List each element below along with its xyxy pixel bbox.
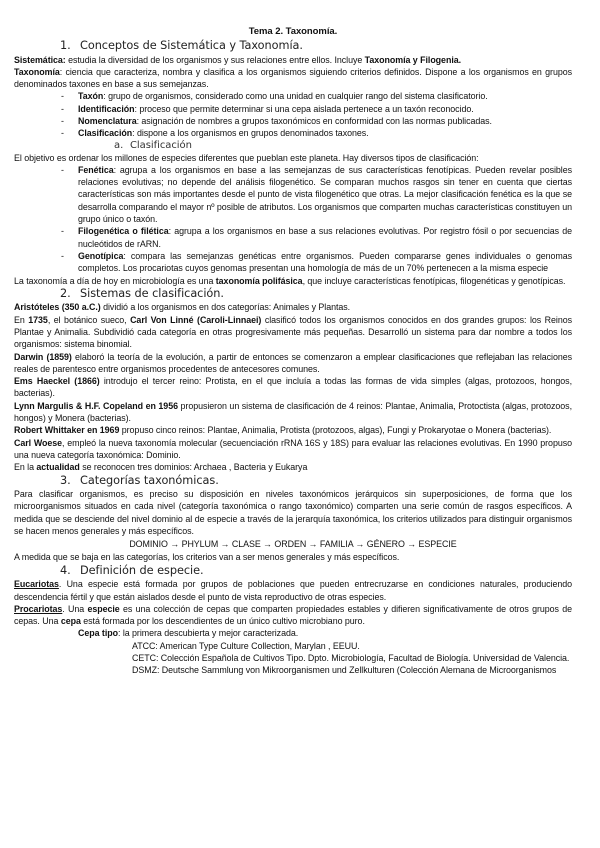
paragraph-text: propuso cinco reinos: Plantae, Animalia, Protista (protozoos, algas), Fungi y Prokaryotae o Monera (bacterias). — [119, 425, 552, 436]
term: Carl Woese — [14, 437, 63, 448]
term: taxonomía polifásica — [215, 275, 303, 286]
taxonomia-definition — [14, 66, 572, 91]
term: Identificación — [78, 103, 135, 114]
paragraph-text: clasificó todos los organismos conocidos en dos grandes grupos: los Reinos Plantae y Animalia. Subdividió cada categoría en otras progresivamente más pequeñas. Desarrolló un sistema para dar nombre a todos los organismos: sistema binomial. — [14, 314, 573, 350]
whittaker-paragraph — [14, 424, 572, 436]
darwin-paragraph — [14, 351, 572, 376]
term: Darwin (1859) — [14, 351, 72, 362]
linne-paragraph — [14, 314, 572, 351]
polifasica-paragraph — [14, 275, 572, 287]
section-number: 2. — [60, 286, 71, 300]
dominios-paragraph — [14, 461, 572, 473]
haeckel-paragraph — [14, 375, 572, 400]
term: Taxonomía y Filogenia. — [364, 54, 462, 65]
categorias-note: A medida que se baja en las categorías, los criterios van a ser menos generales y más específicos. — [14, 552, 400, 563]
item-text: : agrupa a los organismos en base a las semejanzas de sus características fenotípicas. Pueden revelar posibles relaciones evolutivas; no depende del análisis filogenético. Se comparan muchos rasgos sin tener en cuenta que ciertas características son más importantes desde el punto de vista filogenético que otras. La mejor clasificación fenética es la que se desarrolla comparando el mayor nº posible de atributos. Los organismos que comparten muchas características constituyen un grupo único o taxón. — [78, 164, 572, 225]
list-item: - Fenética: agrupa a los organismos en base a las semejanzas de sus características fenotípicas. Pueden revelar posibles relaciones evolutivas; no depende del análisis filogenético. Se comparan muchos rasgos sin tener en cuenta que ciertas características son más importantes desde el punto de vista filogenético que otras. La mejor clasificación fenética es la que se desarrolla comparando el mayor nº posible de atributos. Los organismos que comparten muchas características constituyen un grupo único o taxón. — [61, 164, 572, 225]
aristoteles-paragraph — [14, 301, 572, 313]
term: Filogenética o filética — [78, 226, 169, 237]
section-number: 4. — [60, 563, 71, 577]
paragraph-text: dividió a los organismos en dos categorías: Animales y Plantas. — [100, 302, 351, 313]
paragraph-text: elaboró la teoría de la evolución, a partir de entonces se comenzaron a emplear clasificaciones que reflejaban las relaciones reales de parentesco entre organismos procedentes de antecesores comunes. — [14, 351, 572, 374]
taxonomic-hierarchy: DOMINIO → PHYLUM → CLASE → ORDEN → FAMILIA → GÉNERO → ESPECIE — [129, 539, 457, 550]
term: Procariotas — [14, 603, 63, 614]
paragraph-text: se reconocen tres dominios: Archaea , Bacteria y Eukarya — [79, 462, 308, 473]
section-number: 1. — [60, 39, 71, 52]
collection-atcc: ATCC: American Type Culture Collection, Marylan , EEUU. — [132, 640, 360, 651]
margulis-paragraph — [14, 400, 572, 425]
procariotas-paragraph — [14, 603, 572, 628]
subsection-title: Clasificación — [130, 139, 192, 151]
term: actualidad — [36, 462, 80, 473]
term: Cepa tipo — [78, 628, 118, 639]
term: Fenética — [78, 164, 114, 175]
subsection-number: a. — [114, 139, 124, 151]
definition-text: estudia la diversidad de los organismos y sus relaciones entre ellos. Incluye — [65, 54, 365, 65]
collection-dsmz: DSMZ: Deutsche Sammlung von Mikroorganismen und Zellkulturen (Colección Alemana de Microorganismos — [132, 665, 557, 676]
paragraph-text: está formada por los descendientes de un único cultivo microbiano puro. — [80, 616, 365, 627]
term: Carl Von Linné (Caroli-Linnaei) — [130, 314, 262, 325]
list-item: - Clasificación: dispone a los organismos en grupos denominados taxones. — [61, 128, 369, 139]
term: Taxón — [78, 91, 104, 102]
paragraph-text: . Una — [62, 603, 88, 614]
item-text: : proceso que permite determinar si una cepa aislada pertenece a un taxón reconocido. — [134, 103, 474, 114]
term: Sistemática: — [14, 54, 66, 65]
term: Ems Haeckel (1866) — [14, 376, 100, 387]
item-text: : grupo de organismos, considerado como una unidad en cualquier rango del sistema clasificatorio. — [103, 91, 488, 102]
section-2-heading — [14, 287, 572, 301]
section-title: Definición de especie. — [80, 563, 204, 577]
sistematica-definition — [14, 54, 572, 66]
term: Eucariotas — [14, 579, 59, 590]
document-title: Tema 2. Taxonomía. — [248, 26, 338, 37]
section-title: Conceptos de Sistemática y Taxonomía. — [80, 39, 303, 52]
section-title: Sistemas de clasificación. — [80, 286, 224, 300]
paragraph-text: En la — [14, 462, 37, 473]
item-text: : asignación de nombres a grupos taxonómicos en conformidad con las normas publicadas. — [136, 115, 492, 126]
woese-paragraph — [14, 437, 572, 462]
term: Lynn Margulis & H.F. Copeland en 1956 — [14, 400, 178, 411]
term: Clasificación — [78, 128, 133, 139]
paragraph-text: es una colección de cepas que comparten propiedades estables y difieren significativamente de otros grupos de cepas. Una — [14, 603, 572, 627]
cepa-tipo-line — [14, 627, 572, 639]
item-text: : compara las semejanzas genéticas entre organismos. Pueden compararse genes individuales o genomas completos. Los procariotas cuyos genomas presentan una homología de más de un 70% pertenecen a la misma especie — [78, 250, 572, 274]
concept-list — [14, 90, 572, 139]
term: 1735 — [28, 314, 48, 325]
list-item: - Identificación: proceso que permite determinar si una cepa aislada pertenece a un taxón reconocido. — [61, 103, 474, 114]
definition-text: : ciencia que caracteriza, nombra y clasifica a los organismos siguiendo criterios definidos. Dispone a los organismos en grupos denominados taxones en base a sus semejanzas. — [14, 66, 572, 90]
collection-cetc: CETC: Colección Española de Cultivos Tipo. Dpto. Microbiología, Facultad de Biología. Universidad de Valencia. — [132, 653, 570, 664]
term: Taxonomía — [14, 66, 60, 77]
section-1-heading — [14, 39, 572, 53]
term: Robert Whittaker en 1969 — [14, 425, 120, 436]
list-item: - Taxón: grupo de organismos, considerado como una unidad en cualquier rango del sistema clasificatorio. — [61, 91, 488, 102]
section-number: 3. — [60, 473, 71, 487]
term: Aristóteles (350 a.C.) — [14, 302, 101, 313]
eucariotas-paragraph — [14, 578, 572, 603]
categorias-paragraph: Para clasificar organismos, es preciso su disposición en niveles taxonómicos jerárquicos sin superposiciones, de forma que los microorganismos situados en cada nivel (categoría taxonómica o rango taxonómico) comparten una serie común de rasgos específicos. A medida que se desciende del nivel dominio al de especie a través de la jerarquía taxonómica, los criterios utilizados para distinguir organismos se hacen menos generales y más específicos. — [14, 489, 572, 536]
paragraph-text: La taxonomía a día de hoy en microbiología es una — [14, 275, 216, 286]
term: especie — [87, 603, 120, 614]
term: cepa — [60, 616, 81, 627]
classification-types-list — [14, 164, 572, 275]
section-3-heading — [14, 474, 572, 488]
list-item: - Nomenclatura: asignación de nombres a grupos taxonómicos en conformidad con las normas publicadas. — [61, 115, 492, 126]
subsection-a-heading — [14, 140, 572, 152]
paragraph-text: En — [14, 314, 29, 325]
term: Genotípica — [78, 250, 124, 261]
paragraph-text: , empleó la nueva taxonomía molecular (secuenciación rRNA 16S y 18S) para evaluar las relaciones evolutivas. En 1990 propuso una nueva categoría taxonómica: Dominio. — [14, 437, 572, 460]
paragraph-text: . Una especie está formada por grupos de poblaciones que pueden entrecruzarse en condiciones naturales, produciendo descendencia fértil y que están aislados desde el punto de vista reproductivo de otras especies. — [14, 579, 572, 602]
item-text: : dispone a los organismos en grupos denominados taxones. — [132, 128, 369, 139]
paragraph-text: introdujo el tercer reino: Protista, en el que incluía a todas las formas de vida simples (algas, protozoos, hongos, bacterias). — [14, 376, 572, 399]
paragraph-text: propusieron un sistema de clasificación de 4 reinos: Plantae, Animalia, Protoctista (algas, protozoos, hongos) y Monera (bacterias). — [14, 400, 572, 424]
paragraph-text: , que incluye características fenotípicas, filogenéticas y genotípicas. — [302, 275, 566, 286]
term: Nomenclatura — [78, 115, 137, 126]
clasificacion-intro: El objetivo es ordenar los millones de especies diferentes que pueblan este planeta. Hay diversos tipos de clasificación: — [14, 152, 479, 163]
list-item: - Filogenética o filética: agrupa a los organismos en base a sus relaciones evolutivas. Por registro fósil o por secuencias de nucleótidos de rARN. — [61, 226, 572, 249]
paragraph-text: , el botánico sueco, — [47, 314, 131, 325]
item-text: : agrupa a los organismos en base a sus relaciones evolutivas. Por registro fósil o por secuencias de nucleótidos de rARN. — [78, 226, 572, 249]
paragraph-text: : la primera descubierta y mejor caracterizada. — [117, 628, 299, 639]
section-title: Categorías taxonómicas. — [80, 473, 219, 487]
section-4-heading — [14, 564, 572, 578]
list-item: - Genotípica: compara las semejanzas genéticas entre organismos. Pueden compararse genes individuales o genomas completos. Los procariotas cuyos genomas presentan una homología de más de un 70% pertenecen a la misma especie — [61, 250, 572, 274]
